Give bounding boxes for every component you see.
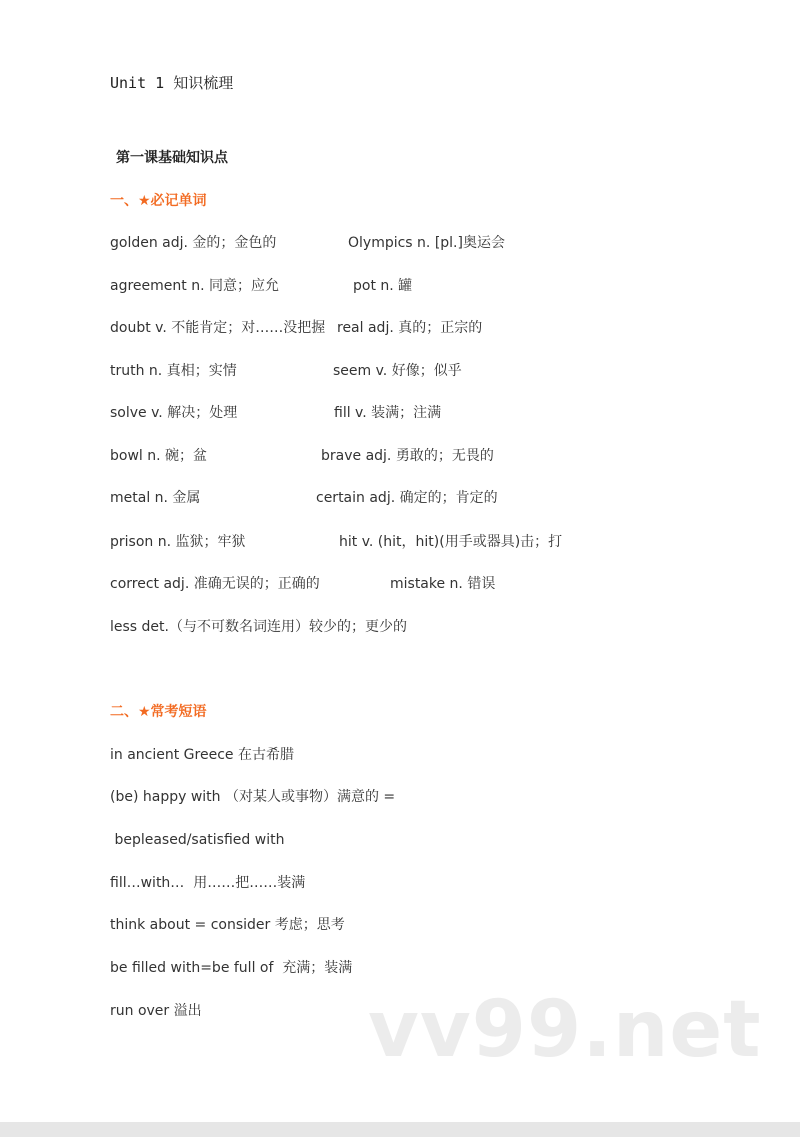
- document-title: Unit 1 知识梳理: [110, 74, 234, 92]
- vocab-entry: bowl n. 碗；盆: [110, 448, 208, 464]
- vocab-entry: seem v. 好像；似乎: [333, 363, 462, 379]
- vocab-entry: metal n. 金属: [110, 490, 201, 506]
- vocab-entry: pot n. 罐: [353, 278, 413, 294]
- phrase-entry: fill…with… 用……把……装满: [110, 875, 306, 891]
- vocab-entry: mistake n. 错误: [390, 576, 496, 592]
- phrase-entry: in ancient Greece 在古希腊: [110, 747, 294, 763]
- vocab-entry: Olympics n. [pl.]奥运会: [348, 235, 505, 251]
- phrase-entry: bepleased/satisfied with: [110, 832, 285, 848]
- vocab-entry: real adj. 真的；正宗的: [337, 320, 483, 336]
- lesson-heading: 第一课基础知识点: [116, 150, 228, 166]
- vocab-entry: brave adj. 勇敢的；无畏的: [321, 448, 494, 464]
- vocab-entry: certain adj. 确定的；肯定的: [316, 490, 498, 506]
- watermark: vv99.net: [368, 985, 762, 1075]
- vocab-entry: correct adj. 准确无误的；正确的: [110, 576, 320, 592]
- vocab-entry: truth n. 真相；实情: [110, 363, 237, 379]
- vocab-entry: hit v. (hit，hit)(用手或器具)击；打: [339, 534, 563, 550]
- section-heading-vocabulary: 一、★必记单词: [110, 193, 207, 209]
- vocab-entry: less det.（与不可数名词连用）较少的；更少的: [110, 619, 407, 635]
- vocab-entry: prison n. 监狱；牢狱: [110, 534, 246, 550]
- phrase-entry: (be) happy with （对某人或事物）满意的 =: [110, 789, 396, 805]
- phrase-entry: run over 溢出: [110, 1003, 202, 1019]
- vocab-entry: fill v. 装满；注满: [334, 405, 442, 421]
- phrase-entry: think about = consider 考虑；思考: [110, 917, 345, 933]
- page-bottom-edge: [0, 1122, 800, 1137]
- vocab-entry: agreement n. 同意；应允: [110, 278, 279, 294]
- phrase-entry: be filled with=be full of 充满；装满: [110, 960, 353, 976]
- vocab-entry: golden adj. 金的；金色的: [110, 235, 277, 251]
- vocab-entry: solve v. 解决；处理: [110, 405, 238, 421]
- section-heading-phrases: 二、★常考短语: [110, 704, 207, 720]
- vocab-entry: doubt v. 不能肯定；对……没把握: [110, 320, 326, 336]
